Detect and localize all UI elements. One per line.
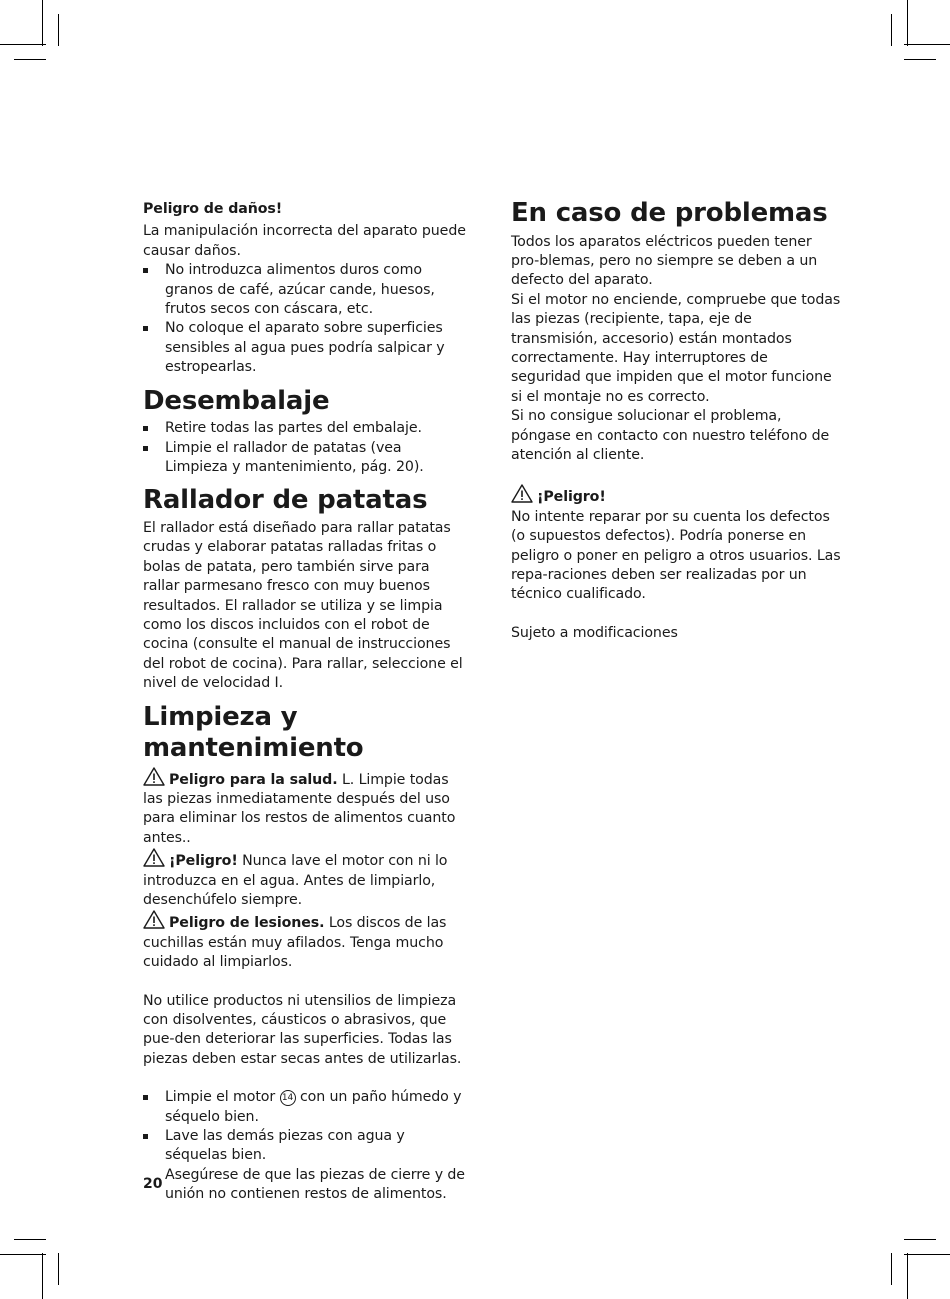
warning-danger: ¡Peligro! Nunca lave el motor con ni lo introduzca en el agua. Antes de limpiarlo, desenchúfelo siempre. <box>143 848 468 910</box>
warning-health: Peligro para la salud. L. Limpie todas las piezas inmediatamente después del uso para eliminar los restos de alimentos cuanto antes.. <box>143 767 468 849</box>
section-title-problems: En caso de problemas <box>511 198 828 228</box>
bullet-icon <box>143 1095 148 1100</box>
crop-mark <box>904 1254 950 1255</box>
crop-mark <box>14 1239 46 1240</box>
crop-mark <box>14 59 46 60</box>
warning-icon <box>511 484 533 503</box>
bullet-icon <box>143 268 148 273</box>
crop-mark <box>891 1253 892 1285</box>
list-item: No introduzca alimentos duros como granos de café, azúcar cande, huesos, frutos secos con cáscara, etc. <box>143 261 468 319</box>
list-item: No coloque el aparato sobre superficies sensibles al agua pues podría salpicar y estropearlas. <box>143 319 468 377</box>
bullet-icon <box>143 446 148 451</box>
bullet-icon <box>143 426 148 431</box>
subject-to-change: Sujeto a modificaciones <box>511 624 678 641</box>
crop-mark <box>42 0 43 46</box>
warning-icon <box>143 910 165 929</box>
grater-text: El rallador está diseñado para rallar patatas crudas y elaborar patatas ralladas fritas o bolas de patata, pero también sirve para rallar parmesano fresco con muy buenos resultados. El rallador se utiliza y se limpia como los discos incluidos con el robot de cocina (consulte el manual de instrucciones del robot de cocina). Para rallar, seleccione el nivel de velocidad I. <box>143 519 463 692</box>
section-title-unpacking: Desembalaje <box>143 385 330 416</box>
damage-text: La manipulación incorrecta del aparato puede causar daños. <box>143 223 466 259</box>
bullet-icon <box>143 1134 148 1139</box>
list-item: Limpie el motor 14 con un paño húmedo y séquelo bien. <box>143 1088 468 1127</box>
list-item: Lave las demás piezas con agua y séquelas bien. Asegúrese de que las piezas de cierre y de unión no contienen restos de alimentos. <box>143 1127 468 1205</box>
list-item: Retire todas las partes del embalaje. <box>143 419 468 438</box>
crop-mark <box>907 1253 908 1299</box>
left-column <box>143 196 468 1205</box>
crop-mark <box>904 1239 936 1240</box>
crop-mark <box>0 44 46 45</box>
problems-text-3: Si no consigue solucionar el problema, póngase en contacto con nuestro teléfono de atención al cliente. <box>511 408 830 463</box>
list-item: Limpie el rallador de patatas (vea Limpieza y mantenimiento, pág. 20). <box>143 439 468 478</box>
repair-warning-heading: ¡Peligro! <box>511 484 841 507</box>
cleaning-text: No utilice productos ni utensilios de limpieza con disolventes, cáusticos o abrasivos, que pue-den deteriorar las superficies. Todas las piezas deben estar secas antes de utilizarlas. <box>143 992 462 1067</box>
problems-text-1: Todos los aparatos eléctricos pueden tener pro-blemas, pero no siempre se deben a un defecto del aparato. <box>511 233 818 289</box>
warning-icon <box>143 767 165 786</box>
crop-mark <box>907 0 908 46</box>
right-column <box>511 196 841 643</box>
crop-mark <box>904 59 936 60</box>
bullet-icon <box>143 326 148 331</box>
crop-mark <box>58 1253 59 1285</box>
cleaning-list <box>143 1088 468 1204</box>
part-number-badge: 14 <box>280 1090 296 1106</box>
page-number: 20 <box>143 1176 163 1192</box>
problems-text-2: Si el motor no enciende, compruebe que todas las piezas (recipiente, tapa, eje de transmisión, accesorio) están montados correctamente. Hay interruptores de seguridad que impiden que el motor funcione si el montaje no es correcto. <box>511 291 841 405</box>
warning-icon <box>143 848 165 867</box>
section-title-grater: Rallador de patatas <box>143 485 428 516</box>
damage-list <box>143 261 468 377</box>
crop-mark <box>42 1253 43 1299</box>
crop-mark <box>891 14 892 46</box>
repair-warning-text: No intente reparar por su cuenta los defectos (o supuestos defectos). Podría ponerse en peligro o poner en peligro a otros usuarios. Las repa-raciones deben ser realizadas por un técnico cualificado. <box>511 508 841 603</box>
warning-injury: Peligro de lesiones. Los discos de las cuchillas están muy afilados. Tenga mucho cuidado al limpiarlos. <box>143 910 468 972</box>
crop-mark <box>0 1254 46 1255</box>
damage-heading: Peligro de daños! <box>143 201 283 217</box>
unpack-list <box>143 419 468 477</box>
crop-mark <box>904 44 950 45</box>
crop-mark <box>58 14 59 46</box>
section-title-cleaning: Limpieza y mantenimiento <box>143 701 364 764</box>
